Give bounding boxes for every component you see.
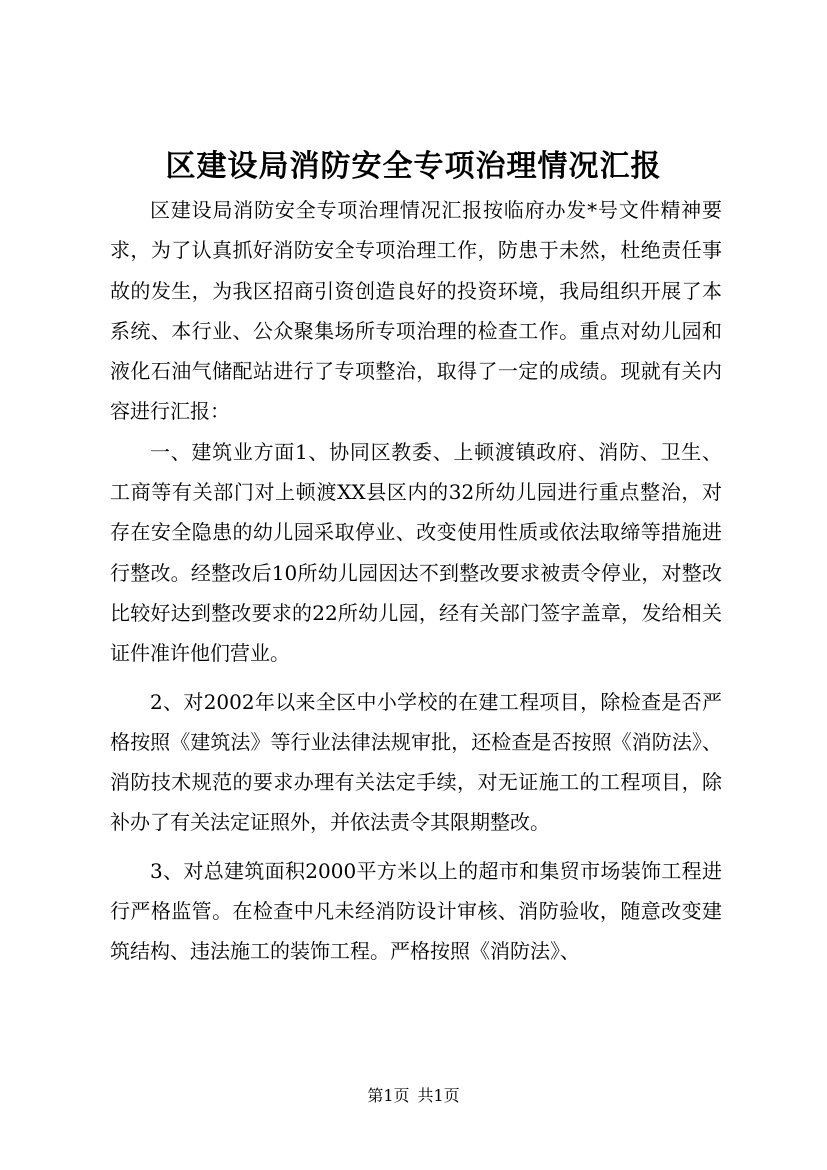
page-total: 共1页 [417, 1086, 460, 1105]
page-footer [0, 1085, 827, 1107]
document-body [110, 190, 722, 972]
paragraph-section-1: 一、建筑业方面1、协同区教委、上顿渡镇政府、消防、卫生、工商等有关部门对上顿渡XX县区内的32所幼儿园进行重点整治，对存在安全隐患的幼儿园采取停业、改变使用性质或依法取缔等措施进行整改。经整改后10所幼儿园因达不到整改要求被责令停业，对整改比较好达到整改要求的22所幼儿园，经有关部门签字盖章，发给相关证件准许他们营业。 [110, 439, 722, 666]
paragraph-intro: 区建设局消防安全专项治理情况汇报按临府办发*号文件精神要求，为了认真抓好消防安全专项治理工作，防患于未然，杜绝责任事故的发生，为我区招商引资创造良好的投资环境，我局组织开展了本系统、本行业、公众聚集场所专项治理的检查工作。重点对幼儿园和液化石油气储配站进行了专项整治，取得了一定的成绩。现就有关内容进行汇报： [110, 198, 722, 424]
document-title: 区建设局消防安全专项治理情况汇报 [165, 149, 662, 184]
paragraph-item-2: 2、对2002年以来全区中小学校的在建工程项目，除检查是否严格按照《建筑法》等行业法律法规审批，还检查是否按照《消防法》、消防技术规范的要求办理有关法定手续，对无证施工的工程项目，除补办了有关法定证照外，并依法责令其限期整改。 [110, 689, 722, 835]
paragraph-item-3: 3、对总建筑面积2000平方米以上的超市和集贸市场装饰工程进行严格监管。在检查中凡未经消防设计审核、消防验收，随意改变建筑结构、违法施工的装饰工程。严格按照《消防法》、 [110, 858, 722, 964]
page-number: 第1页 [367, 1086, 410, 1105]
